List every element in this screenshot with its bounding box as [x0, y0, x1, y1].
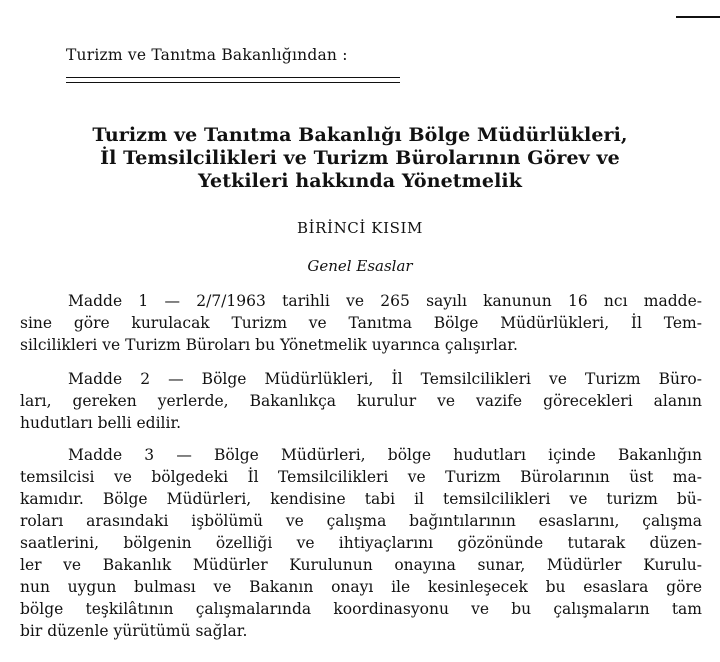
article-line: bölge teşkilâtının çalışmalarında koordinasyonu ve bu çalışmaların tam	[20, 600, 702, 618]
article-line: hudutları belli edilir.	[20, 414, 182, 432]
article-line: bir düzenle yürütümü sağlar.	[20, 622, 248, 640]
title-line: Yetkileri hakkında Yönetmelik	[198, 170, 522, 192]
document-title	[20, 124, 700, 193]
article-3	[20, 444, 702, 642]
article-line: Madde 1 — 2/7/1963 tarihli ve 265 sayılı kanunun 16 ncı madde-	[68, 292, 702, 310]
article-line: kamıdır. Bölge Müdürleri, kendisine tabi il temsilcilikleri ve turizm bü-	[20, 490, 702, 508]
header-rule-bottom	[66, 82, 400, 83]
article-line: ları, gereken yerlerde, Bakanlıkça kurulur ve vazife görecekleri alanın	[20, 392, 702, 410]
article-line: nun uygun bulması ve Bakanın onayı ile kesinleşecek bu esaslara göre	[20, 578, 702, 596]
article-2	[20, 368, 702, 434]
section-subheading: Genel Esaslar	[307, 257, 413, 275]
header-rule-top	[66, 77, 400, 78]
article-line: saatlerini, bölgenin özelliği ve ihtiyaçlarını gözönünde tutarak düzen-	[20, 534, 702, 552]
article-line: Madde 3 — Bölge Müdürleri, bölge hudutları içinde Bakanlığın	[68, 446, 702, 464]
title-line: İl Temsilcilikleri ve Turizm Bürolarının Görev ve	[100, 147, 620, 169]
corner-rule	[676, 16, 720, 18]
article-line: ler ve Bakanlık Müdürler Kurulunun onayına sunar, Müdürler Kurulu-	[20, 556, 702, 574]
title-line: Turizm ve Tanıtma Bakanlığı Bölge Müdürlükleri,	[92, 124, 628, 146]
article-line: silcilikleri ve Turizm Büroları bu Yönetmelik uyarınca çalışırlar.	[20, 336, 518, 354]
article-line: Madde 2 — Bölge Müdürlükleri, İl Temsilcilikleri ve Turizm Büro-	[68, 370, 702, 388]
article-1	[20, 290, 702, 356]
article-line: temsilcisi ve bölgedeki İl Temsilcilikleri ve Turizm Bürolarının üst ma-	[20, 468, 702, 486]
article-line: sine göre kurulacak Turizm ve Tanıtma Bölge Müdürlükleri, İl Tem-	[20, 314, 702, 332]
article-line: roları arasındaki işbölümü ve çalışma bağıntılarının esaslarını, çalışma	[20, 512, 702, 530]
section-heading: BİRİNCİ KISIM	[297, 219, 423, 237]
ministry-header: Turizm ve Tanıtma Bakanlığından :	[66, 46, 348, 64]
